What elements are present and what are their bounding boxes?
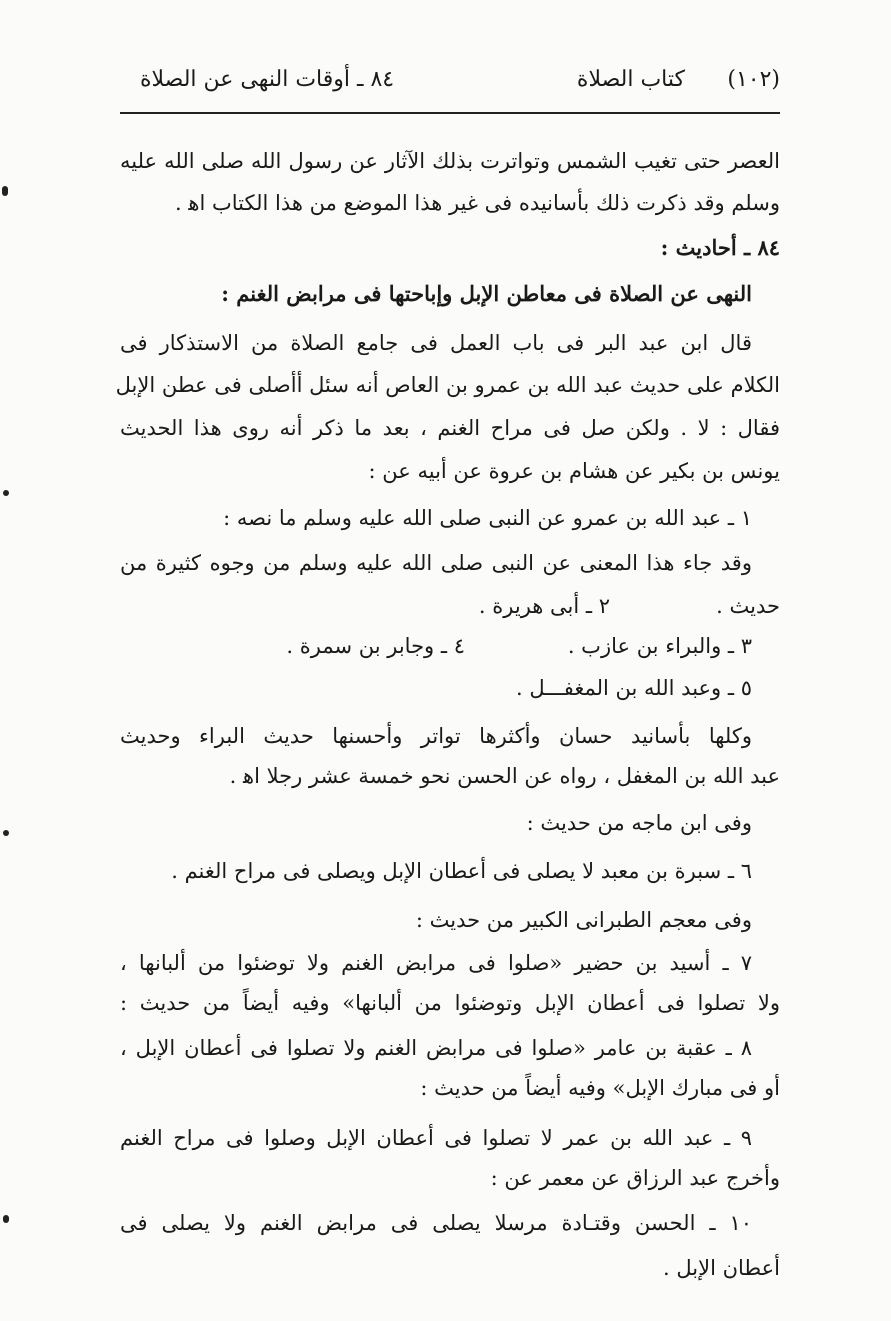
text-line: أو فى مبارك الإبل» وفيه أيضاً من حديث : (420, 1076, 780, 1100)
text-line: وفى ابن ماجه من حديث : (526, 811, 752, 835)
text-line: ولا تصلوا فى أعطان الإبل وتوضئوا من ألبانها» وفيه أيضاً من حديث : (120, 991, 780, 1015)
section-heading: ٨٤ ـ أحاديث : (660, 235, 780, 260)
book-page (115, 0, 780, 1321)
hadith-item: ٩ ـ عبد الله بن عمر لا تصلوا فى أعطان الإبل وصلوا فى مراح الغنم (120, 1126, 752, 1150)
scan-margin-mark (3, 1215, 9, 1223)
text-line: عبد الله بن المغفل ، رواه عن الحسن نحو خمسة عشر رجلا اﻫ . (229, 764, 780, 788)
hadith-item: ٥ ـ وعبد الله بن المغفـــل . (516, 676, 752, 700)
scan-margin-mark (2, 186, 8, 196)
text-line: وفى معجم الطبرانى الكبير من حديث : (415, 908, 752, 932)
text-line: أعطان الإبل . (663, 1256, 780, 1280)
text-line: وسلم وقد ذكرت ذلك بأسانيده فى غير هذا الموضع من هذا الكتاب اﻫ . (175, 191, 780, 215)
text-line: وكلها بأسانيد حسان وأكثرها تواتر وأحسنها حديث البراء وحديث (120, 724, 752, 748)
text-line: العصر حتى تغيب الشمس وتواترت بذلك الآثار عن رسول الله صلى الله عليه (120, 149, 780, 173)
section-title: ٨٤ ـ أوقات النهى عن الصلاة (140, 67, 395, 92)
running-header (120, 60, 780, 100)
subheading: النهى عن الصلاة فى معاطن الإبل وإباحتها فى مرابض الغنم : (221, 281, 752, 306)
scan-margin-mark (3, 490, 9, 496)
hadith-item: ٧ ـ أسيد بن حضير «صلوا فى مرابض الغنم ولا توضئوا من ألبانها ، (120, 951, 752, 975)
hadith-item: ١ ـ عبد الله بن عمرو عن النبى صلى الله عليه وسلم ما نصه : (223, 506, 752, 530)
book-title: كتاب الصلاة (576, 67, 685, 92)
page-number: (١٠٢) (727, 67, 780, 92)
hadith-item: ٤ ـ وجابر بن سمرة . (286, 634, 465, 658)
hadith-item: ٨ ـ عقبة بن عامر «صلوا فى مرابض الغنم ولا تصلوا فى أعطان الإبل ، (120, 1036, 752, 1060)
hadith-item: ٦ ـ سبرة بن معبد لا يصلى فى أعطان الإبل ويصلى فى مراح الغنم . (171, 859, 752, 883)
text-line: وأخرج عبد الرزاق عن معمر عن : (490, 1166, 780, 1190)
hadith-item: ١٠ ـ الحسن وقتـادة مرسلا يصلى فى مرابض الغنم ولا يصلى فى (120, 1211, 752, 1235)
text-line: الكلام على حديث عبد الله بن عمرو بن العاص أنه سئل أأصلى فى عطن الإبل (115, 373, 780, 397)
text-line: فقال : لا . ولكن صل فى مراح الغنم ، بعد ما ذكر أنه روى هذا الحديث (120, 416, 780, 440)
hadith-item: ٣ ـ والبراء بن عازب . (567, 634, 752, 658)
text-line: حديث . (716, 594, 780, 618)
text-line: يونس بن بكير عن هشام بن عروة عن أبيه عن : (368, 459, 780, 483)
header-rule (120, 112, 780, 114)
text-line: وقد جاء هذا المعنى عن النبى صلى الله عليه وسلم من وجوه كثيرة من (120, 551, 752, 575)
scan-margin-mark (3, 830, 9, 836)
hadith-item: ٢ ـ أبى هريرة . (478, 594, 610, 618)
text-line: قال ابن عبد البر فى باب العمل فى جامع الصلاة من الاستذكار فى (120, 331, 752, 355)
